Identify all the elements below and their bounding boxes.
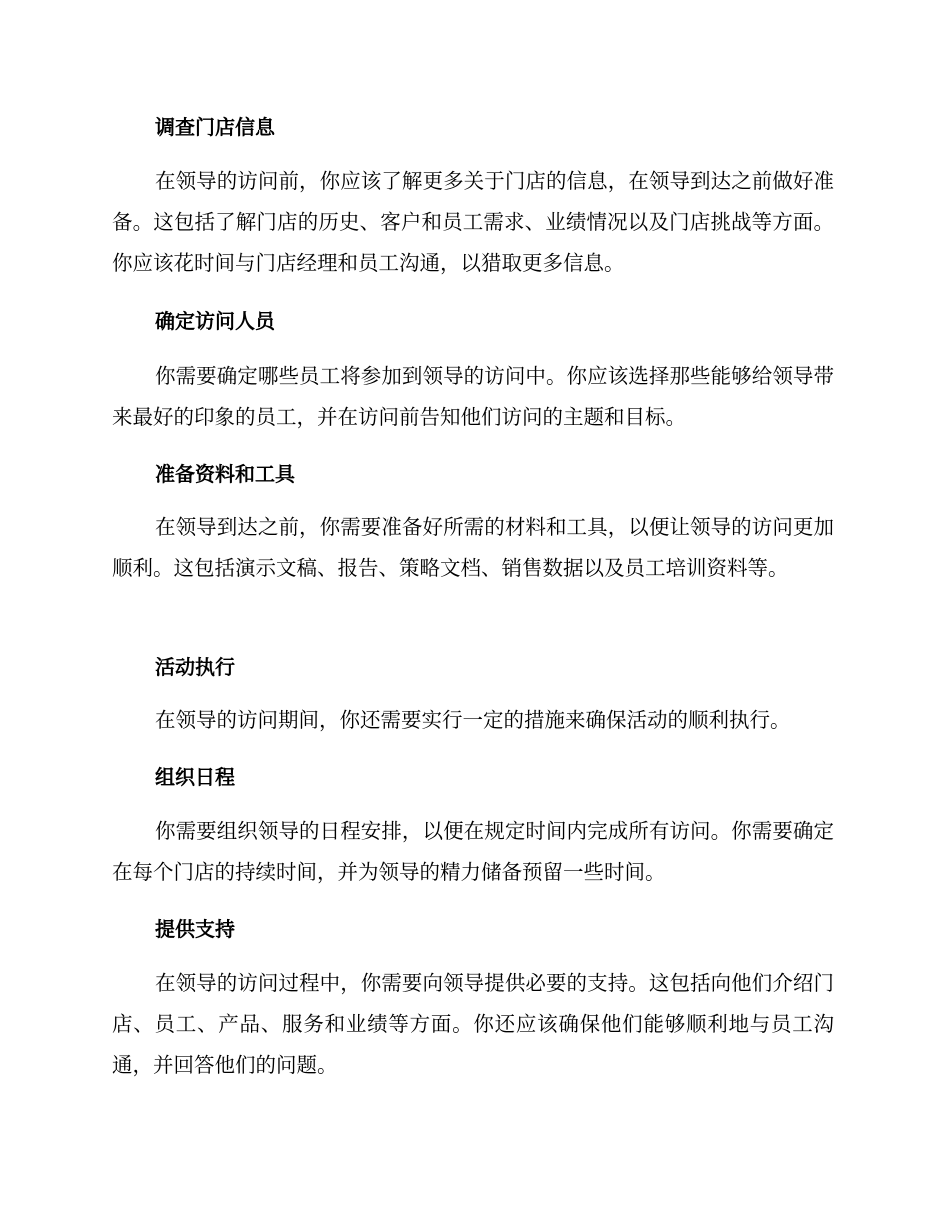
section-paragraph: 你需要确定哪些员工将参加到领导的访问中。你应该选择那些能够给领导带来最好的印象的员工，并在访问前告知他们访问的主题和目标。 [112, 364, 834, 429]
section-heading: 准备资料和工具 [155, 462, 295, 486]
section-heading: 调查门店信息 [155, 115, 275, 139]
section-heading: 确定访问人员 [155, 309, 275, 333]
section-heading: 提供支持 [155, 917, 235, 941]
section-heading: 活动执行 [155, 655, 235, 679]
section-paragraph: 在领导的访问过程中，你需要向领导提供必要的支持。这包括向他们介绍门店、员工、产品、服务和业绩等方面。你还应该确保他们能够顺利地与员工沟通，并回答他们的问题。 [112, 971, 834, 1077]
section-paragraph: 在领导的访问期间，你还需要实行一定的措施来确保活动的顺利执行。 [155, 708, 791, 732]
section-paragraph: 你需要组织领导的日程安排，以便在规定时间内完成所有访问。你需要确定在每个门店的持续时间，并为领导的精力储备预留一些时间。 [112, 819, 834, 884]
section-paragraph: 在领导的访问前，你应该了解更多关于门店的信息，在领导到达之前做好准备。这包括了解门店的历史、客户和员工需求、业绩情况以及门店挑战等方面。你应该花时间与门店经理和员工沟通，以猎取更多信息。 [112, 169, 834, 275]
section-paragraph: 在领导到达之前，你需要准备好所需的材料和工具，以便让领导的访问更加顺利。这包括演示文稿、报告、策略文档、销售数据以及员工培训资料等。 [112, 515, 834, 580]
section-heading: 组织日程 [155, 765, 235, 789]
